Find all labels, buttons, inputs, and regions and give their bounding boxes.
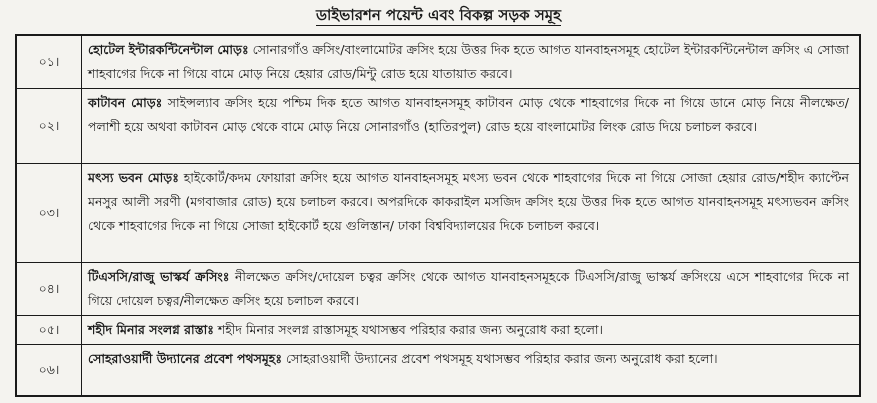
place-name: কাটাবন মোড়ঃ xyxy=(88,95,163,110)
route-text: নীলক্ষেত ক্রসিং/দোয়েল চত্বর ক্রসিং থেকে আগত যানবাহনসমূহকে টিএসসি/রাজু ভাস্কর্য ক্রসিংয়ে এসে শাহবাগের দিকে না গিয়ে দোয়েল চত্বর/নীলক্ষেত ক্রসিং হয়ে চলাচল করবে। xyxy=(88,269,849,308)
table-row xyxy=(16,345,860,397)
table-row xyxy=(16,316,860,345)
table-row xyxy=(16,164,860,263)
row-number: ০২। xyxy=(16,89,82,164)
place-name: টিএসসি/রাজু ভাস্কর্য ক্রসিংঃ xyxy=(88,269,230,284)
place-name: শহীদ মিনার সংলগ্ন রাস্তাঃ xyxy=(88,322,214,337)
row-number: ০৩। xyxy=(16,164,82,263)
table-row xyxy=(16,89,860,164)
row-number: ০৪। xyxy=(16,263,82,316)
row-description xyxy=(82,164,861,263)
row-number: ০৫। xyxy=(16,316,82,345)
page-title-text: ডাইভারশন পয়েন্ট এবং বিকল্প সড়ক সমূহ xyxy=(315,6,562,24)
table-row xyxy=(16,35,860,89)
place-name: মৎস্য ভবন মোড়ঃ xyxy=(88,170,179,185)
route-text: হাইকোর্ট/কদম ফোয়ারা ক্রসিং হয়ে আগত যানবাহনসমূহ মৎস্য ভবন থেকে শাহবাগের দিকে না গিয়ে সোজা হেয়ার রোড/শহীদ ক্যাপ্টেন মনসুর আলী সরণী (মগবাজার রোড) হয়ে চলাচল করবে। অপরদিকে কাকরাইল মসজিদ ক্রসিং হয়ে উত্তর দিক হতে আগত যানবাহনসমূহ মৎস্যভবন ক্রসিং থেকে শাহবাগের দিকে না গিয়ে সোজা হাইকোর্ট হয়ে গুলিস্তান/ ঢাকা বিশ্ববিদ্যালয়ের দিকে চলাচল করবে। xyxy=(88,170,849,233)
page-title xyxy=(0,4,877,26)
row-number: ০৬। xyxy=(16,345,82,397)
route-text: শহীদ মিনার সংলগ্ন রাস্তাসমূহ যথাসম্ভব পরিহার করার জন্য অনুরোধ করা হলো। xyxy=(217,322,604,337)
row-number: ০১। xyxy=(16,35,82,89)
route-text: সোনারগাঁও ক্রসিং/বাংলামোটর ক্রসিং হয়ে উত্তর দিক হতে আগত যানবাহনসমূহ হোটেল ইন্টারকন্টিনেন্টাল ক্রসিং এ সোজা শাহবাগের দিকে না গিয়ে বামে মোড় নিয়ে হেয়ার রোড/মিন্টু রোড হয়ে যাতায়াত করবে। xyxy=(88,42,849,81)
row-description xyxy=(82,345,861,397)
place-name: সোহরাওয়ার্দী উদ্যানের প্রবেশ পথসমূহঃ xyxy=(88,351,283,366)
row-description xyxy=(82,89,861,164)
diversion-table xyxy=(15,34,861,397)
row-description xyxy=(82,35,861,89)
route-text: সোহরাওয়ার্দী উদ্যানের প্রবেশ পথসমূহ যথাসম্ভব পরিহার করার জন্য অনুরোধ করা হলো। xyxy=(286,351,718,366)
row-description xyxy=(82,263,861,316)
route-text: সাইন্সল্যাব ক্রসিং হয়ে পশ্চিম দিক হতে আগত যানবাহনসমূহ কাটাবন মোড় থেকে শাহবাগের দিকে না গিয়ে ডানে মোড় নিয়ে নীলক্ষেত/পলাশী হয়ে অথবা কাটাবন মোড় থেকে বামে মোড় নিয়ে সোনারগাঁও (হাতিরপুল) রোড হয়ে বাংলামোটর লিংক রোড দিয়ে চলাচল করবে। xyxy=(88,95,849,134)
place-name: হোটেল ইন্টারকন্টিনেন্টাল মোড়ঃ xyxy=(88,42,249,57)
table-row xyxy=(16,263,860,316)
row-description xyxy=(82,316,861,345)
